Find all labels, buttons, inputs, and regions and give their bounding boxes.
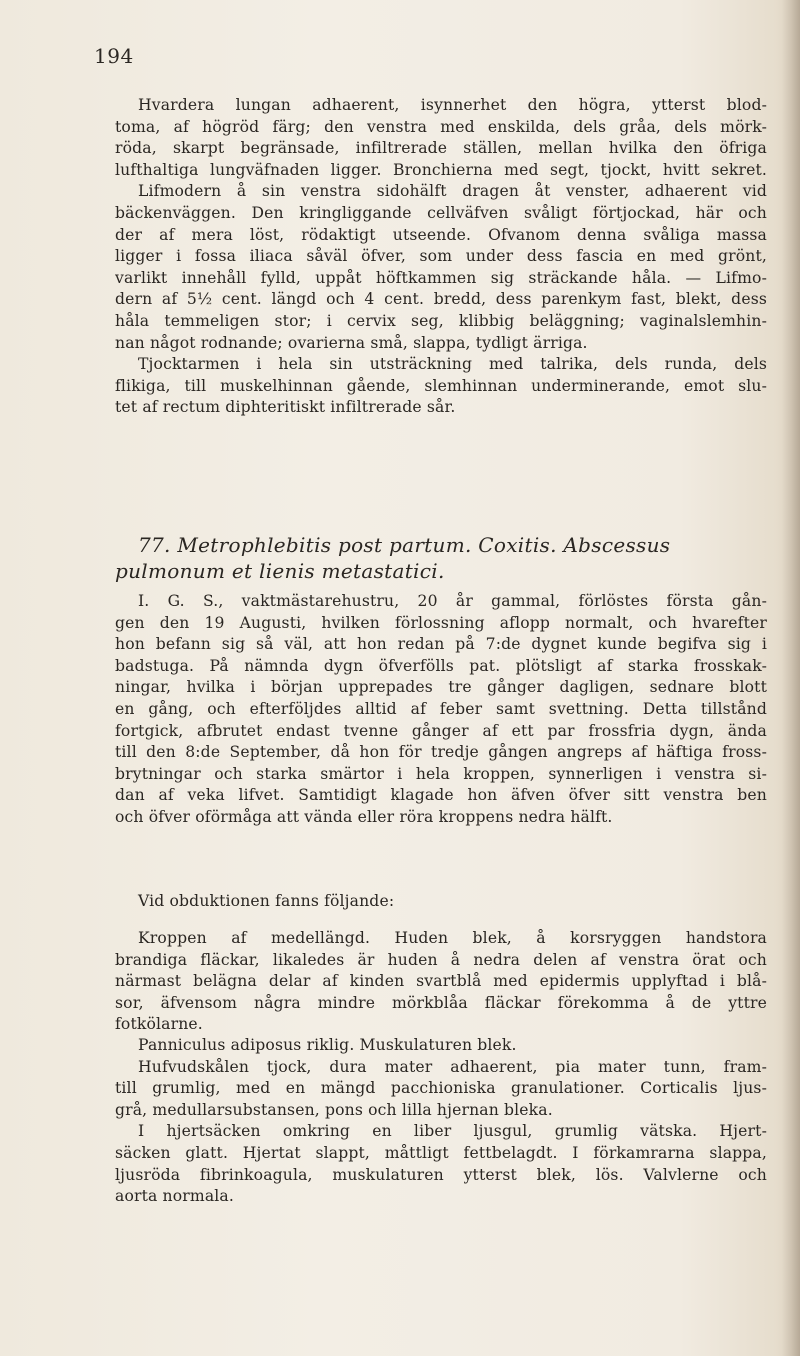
- text-line: håla temmeligen stor; i cervix seg, klibbig beläggning; vaginalslemhin-: [115, 311, 767, 330]
- text-line: Lifmodern å sin venstra sidohälft dragen åt venster, adhaerent vid: [138, 182, 767, 201]
- page-number: 194: [94, 44, 134, 68]
- text-line: Hvardera lungan adhaerent, isynnerhet den högra, ytterst blod-: [138, 96, 767, 114]
- paragraph-body-skin: [115, 928, 767, 1036]
- paragraph-head-heart: [115, 1035, 767, 1208]
- paragraph-case-history: [115, 591, 767, 829]
- text-line: nan något rodnande; ovarierna små, slappa, tydligt ärriga.: [115, 333, 588, 352]
- text-line: fortgick, afbrutet endast tvenne gånger af ett par frossfria dygn, ända: [115, 721, 767, 740]
- text-line: Panniculus adiposus riklig. Muskulaturen blek.: [138, 1036, 517, 1054]
- text-line: Tjocktarmen i hela sin utsträckning med talrika, dels runda, dels: [138, 355, 767, 374]
- text-line: och öfver oförmåga att vända eller röra kroppens nedra hälft.: [115, 807, 613, 826]
- text-line: Hufvudskålen tjock, dura mater adhaerent, pia mater tunn, fram-: [138, 1057, 767, 1076]
- text-line: flikiga, till muskelhinnan gående, slemhinnan underminerande, emot slu-: [115, 376, 767, 395]
- text-line: ningar, hvilka i början upprepades tre gånger dagligen, sednare blott: [115, 678, 767, 697]
- text-line: närmast belägna delar af kinden svartblå med epidermis upplyftad i blå-: [115, 972, 767, 991]
- text-line: sor, äfvensom några mindre mörkblåa fläckar förekomma å de yttre: [115, 993, 767, 1012]
- text-line: fotkölarne.: [115, 1015, 203, 1034]
- text-line: hon befann sig så väl, att hon redan på 7:de dygnet kunde begifva sig i: [115, 635, 767, 654]
- text-line: badstuga. På nämnda dygn öfverfölls pat. plötsligt af starka frosskak-: [115, 656, 767, 675]
- text-line: en gång, och efterföljdes alltid af feber samt svettning. Detta tillstånd: [115, 699, 767, 718]
- text-line: Kroppen af medellängd. Huden blek, å korsryggen handstora: [138, 929, 767, 947]
- text-line: I hjertsäcken omkring en liber ljusgul, grumlig vätska. Hjert-: [138, 1122, 767, 1141]
- paragraph-autopsy-intro: [115, 891, 767, 913]
- text-line: brytningar och starka smärtor i hela kroppen, synnerligen i venstra si-: [115, 764, 767, 783]
- case-heading: [115, 532, 767, 584]
- text-line: lufthaltiga lungväfnaden ligger. Bronchierna med segt, tjockt, hvitt sekret.: [115, 160, 767, 179]
- text-line: tet af rectum diphteritiskt infiltrerade sår.: [115, 398, 456, 417]
- page-edge-shadow: [782, 0, 800, 1356]
- text-line: I. G. S., vaktmästarehustru, 20 år gammal, förlöstes första gån-: [138, 592, 767, 610]
- text-line: aorta normala.: [115, 1187, 234, 1206]
- case-heading-line-1: 77. Metrophlebitis post partum. Coxitis. Abscessus: [138, 533, 671, 557]
- text-line: bäckenväggen. Den kringliggande cellväfven svåligt förtjockad, här och: [115, 203, 767, 222]
- text-line: grå, medullarsubstansen, pons och lilla hjernan bleka.: [115, 1100, 553, 1119]
- text-line: Vid obduktionen fanns följande:: [138, 892, 395, 910]
- text-line: röda, skarpt begränsade, infiltrerade ställen, mellan hvilka den öfriga: [115, 139, 767, 158]
- text-line: säcken glatt. Hjertat slappt, måttligt fettbelagdt. I förkamrarna slappa,: [115, 1143, 767, 1162]
- text-line: varlikt innehåll fylld, uppåt höftkammen sig sträckande håla. — Lifmo-: [115, 268, 767, 287]
- case-heading-line-2: pulmonum et lienis metastatici.: [115, 559, 445, 583]
- text-line: gen den 19 Augusti, hvilken förlossning aflopp normalt, och hvarefter: [115, 613, 767, 632]
- text-line: ligger i fossa iliaca såväl öfver, som under dess fascia en med grönt,: [115, 247, 767, 266]
- text-line: dan af veka lifvet. Samtidigt klagade hon äfven öfver sitt venstra ben: [115, 786, 767, 805]
- text-line: till grumlig, med en mängd pacchioniska granulationer. Corticalis ljus-: [115, 1079, 767, 1098]
- text-line: brandiga fläckar, likaledes är huden å nedra delen af venstra örat och: [115, 950, 767, 969]
- text-line: toma, af högröd färg; den venstra med enskilda, dels gråa, dels mörk-: [115, 117, 767, 136]
- text-line: till den 8:de September, då hon för tredje gången angreps af häftiga fross-: [115, 743, 767, 762]
- text-line: dern af 5½ cent. längd och 4 cent. bredd, dess parenkym fast, blekt, dess: [115, 290, 767, 309]
- text-line: ljusröda fibrinkoagula, muskulaturen ytterst blek, lös. Valvlerne och: [115, 1165, 767, 1184]
- paragraph-autopsy-lungs-uterus: [115, 95, 767, 419]
- text-line: der af mera löst, rödaktigt utseende. Ofvanom denna svåliga massa: [115, 225, 767, 244]
